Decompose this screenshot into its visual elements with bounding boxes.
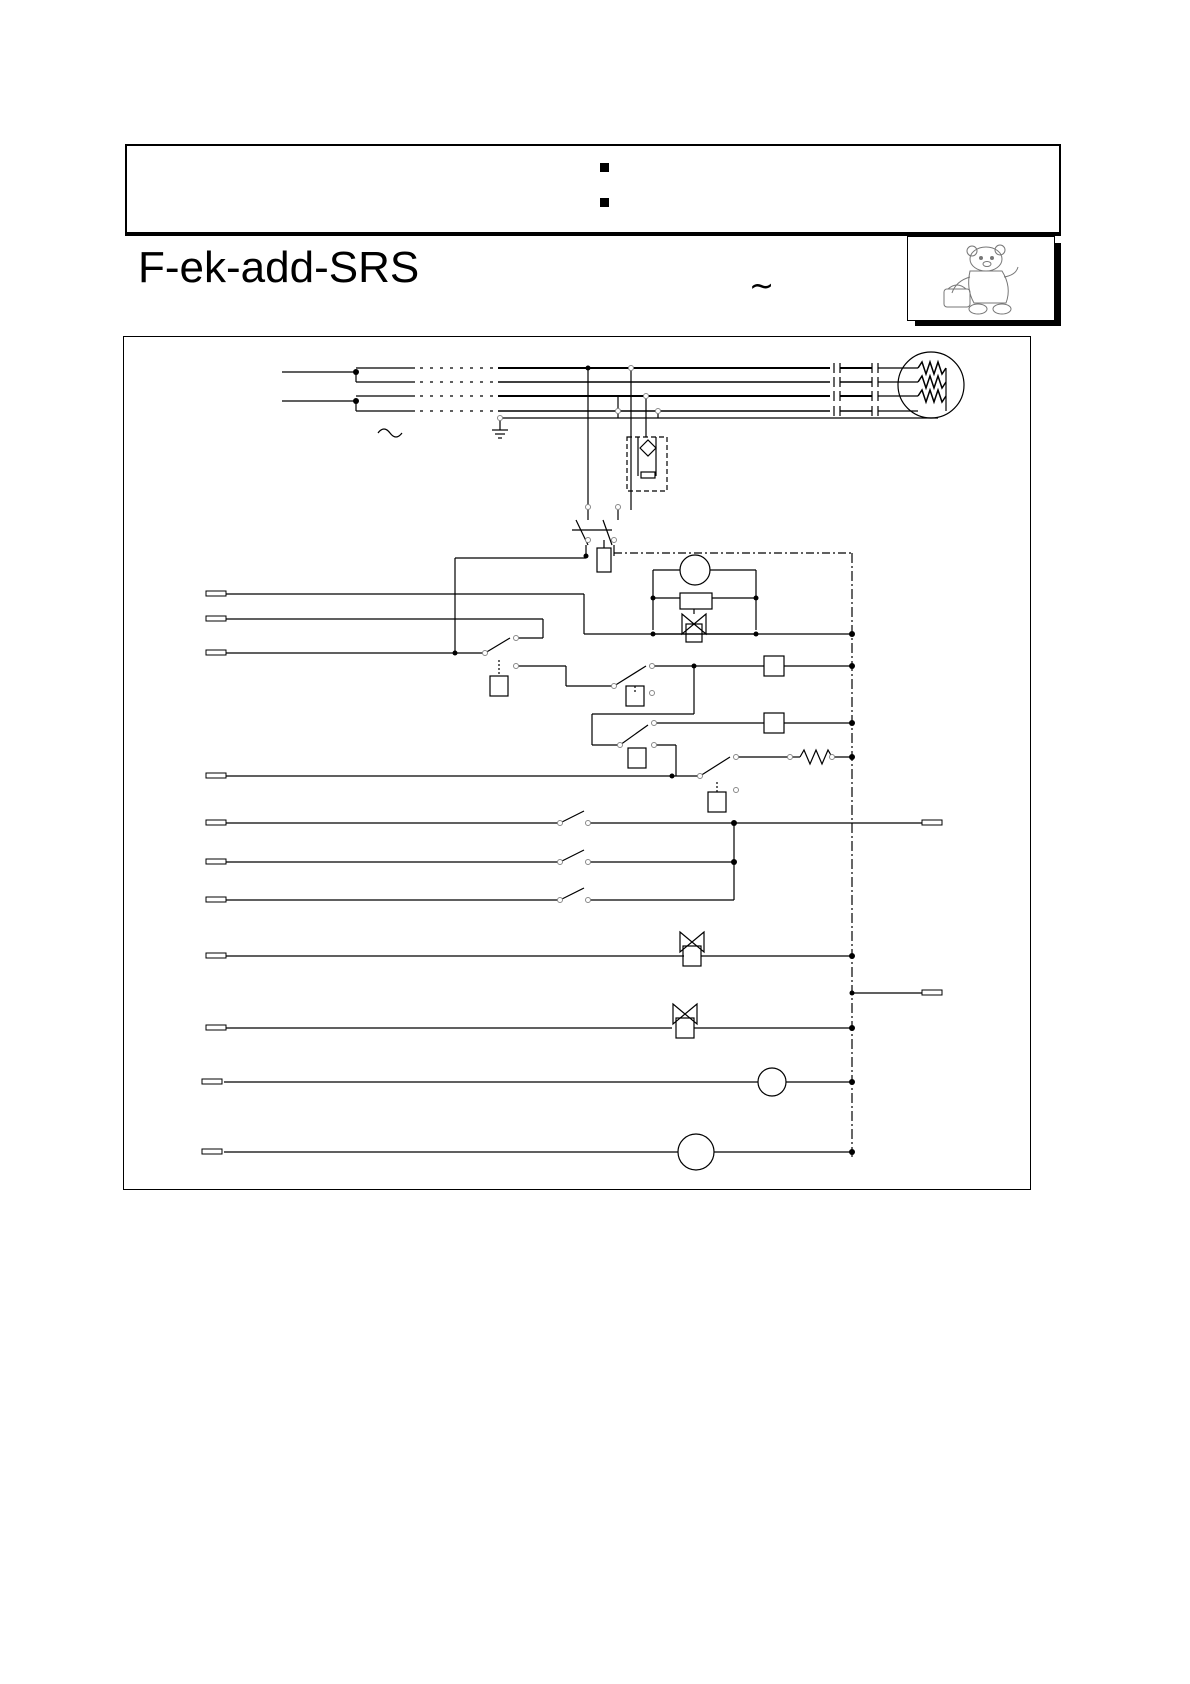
bear-mascot-icon: [908, 237, 1054, 320]
header-bullet-2: [600, 198, 609, 207]
mascot-frame: [907, 236, 1055, 321]
wiring-diagram-frame: [123, 336, 1031, 1190]
header-box: [125, 144, 1061, 234]
model-title: F-ek-add-SRS: [138, 243, 420, 292]
ac-tilde-symbol: ~: [749, 269, 775, 304]
header-bullet-1: [600, 163, 609, 172]
